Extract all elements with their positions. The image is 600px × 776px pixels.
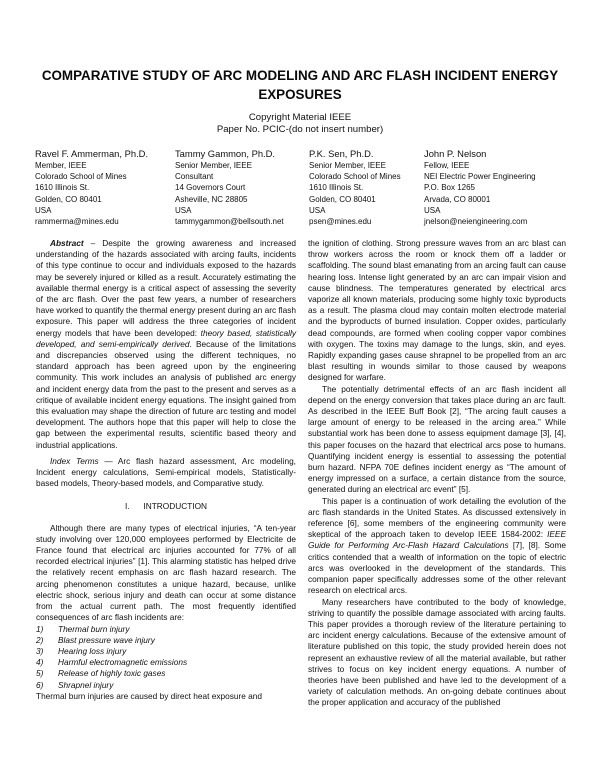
section-heading: I. INTRODUCTION: [124, 501, 208, 512]
intro-paragraph-2: Thermal burn injuries are caused by direct heat exposure and: [36, 690, 262, 701]
body-paragraph-1: the ignition of clothing. Strong pressure waves from an arc blast can throw workers across the room or knock them off a ladder or scaffolding. The sound blast emanating from an arcing fault can cause hearing loss. Intense light generated by an arc can impair vision and cause blindness. The temperatures generated by electrical arcs vaporize all known materials, producing some highly toxic byproducts as a result. The plasma cloud may contain molten electrode material and the byproducts of burned insulation. Copper oxides, particularly dead compounds, are formed when cooling copper vapor combines with oxygen. The toxins may damage to the lungs, skin, and eyes. Rapidly expanding gases cause shrapnel to be propelled from an arc blast resulting in wounds similar to those caused by weapons designed for warfare.: [308, 238, 566, 383]
author-city: Arvada, CO 80001: [424, 194, 491, 204]
list-number: 6): [36, 679, 44, 690]
list-item: [36, 645, 296, 657]
author-org: Consultant: [175, 172, 214, 182]
author-block-3: [309, 148, 401, 227]
abstract-label: Abstract: [50, 238, 84, 248]
standard-title: IEEE Guide for Performing Arc-Flash Hazard Calculations: [308, 529, 566, 551]
author-block-1: [35, 148, 148, 227]
body-paragraph-4: Many researchers have contributed to the body of knowledge, striving to quantify the possible damage associated with arcing faults. This paper provides a thorough review of the literature pertaining to arc incident energy calculations. Because of the extensive amount of literature published on this topic, the study provided herein does not represent an exhaustive review of all the material available, but rather strives to focus on key incident energy equations. A number of theories have been published and have led to the development of a variety of calculation methods. An on-going debate continues about the proper application and accuracy of the published: [308, 596, 566, 708]
author-name: P.K. Sen, Ph.D.: [309, 148, 374, 159]
list-text: Shrapnel injury: [58, 679, 114, 690]
body-text: [7], [8]. Some critics contended that a wealth of information on the topic of electric arcs was overlooked in the development of the standards. This companion paper specifically addresses some of the other relevant research on electrical arcs.: [308, 540, 566, 596]
paper-number: Paper No. PCIC-(do not insert number): [216, 124, 384, 135]
author-name: John P. Nelson: [424, 148, 487, 159]
list-number: 1): [36, 623, 44, 634]
list-text: Hearing loss injury: [58, 645, 127, 656]
author-name: Ravel F. Ammerman, Ph.D.: [35, 148, 149, 159]
author-email: tammygammon@bellsouth.net: [175, 217, 284, 227]
author-country: USA: [309, 205, 326, 215]
right-column: [308, 238, 566, 709]
author-org: Colorado School of Mines: [35, 172, 127, 182]
abstract-text-2: . Because of the limitations and discrepancies observed using the different techniques, no standard approach has been agreed upon by the engineering community. This work includes an analysis of published arc energy and incident energy data from the past to the present and serves as a critique of available incident energy equations. The insight gained from this evaluation may shape the direction of future arc testing and model development. The authors hope that this paper will help to close the gap between the experimental results, scientific based theory and industrial applications.: [36, 338, 296, 450]
list-text: Harmful electromagnetic emissions: [58, 657, 188, 668]
abstract-italic: theory based, statistically developed, and semi-empirically derived: [36, 327, 296, 349]
author-title: Senior Member, IEEE: [175, 161, 252, 170]
list-item: [36, 668, 296, 679]
author-name: Tammy Gammon, Ph.D.: [175, 148, 276, 159]
index-terms-text: — Arc flash hazard assessment, Arc modeling, Incident energy calculations, Semi-empirical models, Statistically-based models, Theory-based models, and Comparative study.: [36, 455, 296, 489]
body-text: This paper is a continuation of work detailing the evolution of the arc flash standards in the United States. As discussed extensively in reference [6], some members of the engineering community were skeptical of the approach taken to develop IEEE 1584-2002:: [308, 495, 566, 540]
author-title: Fellow, IEEE: [424, 161, 470, 170]
body-paragraph-2: The potentially detrimental effects of an arc flash incident all depend on the energy conversion that takes place during an arc fault. As described in the IEEE Buff Book [2], “The arcing fault causes a large amount of energy to be released in the arcing area.” While substantial work has been done to assess equipment damage [3], [4], this paper focuses on the hazard that electrical arcs pose to humans. Quantifying incident energy is essential to assessing the potential burn hazard. NFPA 70E defines incident energy as “The amount of energy impressed on a surface, a certain distance from the source, generated during an electrical arc event” [5].: [308, 383, 566, 495]
author-country: USA: [35, 205, 52, 215]
body-paragraph-3: [308, 496, 566, 597]
author-org: NEI Electric Power Engineering: [424, 172, 536, 182]
author-address: 1610 Illinois St.: [35, 183, 90, 193]
author-address: 1610 Illinois St.: [309, 183, 364, 193]
list-item: [36, 623, 296, 635]
list-item: [36, 679, 296, 691]
abstract: [36, 238, 296, 451]
index-terms: [36, 456, 296, 490]
author-email: psen@mines.edu: [309, 217, 372, 227]
author-city: Golden, CO 80401: [309, 194, 376, 204]
list-item: [36, 657, 296, 668]
index-terms-label: Index Terms: [50, 455, 99, 466]
author-title: Member, IEEE: [35, 161, 87, 170]
author-block-4: [424, 148, 536, 227]
author-title: Senior Member, IEEE: [309, 161, 386, 170]
author-email: rammerma@mines.edu: [35, 217, 119, 227]
injury-list: [36, 624, 296, 691]
author-city: Asheville, NC 28805: [175, 194, 248, 204]
author-city: Golden, CO 80401: [35, 194, 102, 204]
list-text: Release of highly toxic gases: [58, 668, 166, 679]
copyright-block: [100, 112, 500, 136]
author-address: P.O. Box 1265: [424, 183, 475, 193]
list-number: 3): [36, 645, 44, 656]
author-address: 14 Governors Court: [175, 183, 246, 193]
author-country: USA: [175, 205, 192, 215]
list-text: Thermal burn injury: [58, 623, 130, 634]
list-text: Blast pressure wave injury: [58, 634, 155, 645]
copyright-line: Copyright Material IEEE: [248, 112, 352, 123]
abstract-text-1: – Despite the growing awareness and increased understanding of the hazards associated with arcing faults, incidents of this type continue to occur and individuals exposed to the hazards may be severely injured or killed as a result. Accurately estimating the available thermal energy is a critical aspect of assessing the severity of the arc flash. Over the past few years, a number of researchers have worked to quantify the thermal energy present during an arc flash exposure. This paper will address the three categories of incident energy models that have been developed:: [36, 238, 296, 338]
intro-paragraph: Although there are many types of electrical injuries, “A ten-year study involving over 120,000 employees performed by Electricite de France found that electrical arc injuries accounted for 77% of all recorded electrical injuries” [1]. This alarming statistic has helped drive the relatively recent emphasis on arc flash hazard research. The arcing phenomenon constitutes a unique hazard, because, unlike electric shock, serious injury and death can occur at some distance from the actual current path. The most frequently identified consequences of arc flash incidents are:: [36, 522, 296, 623]
author-org: Colorado School of Mines: [309, 172, 401, 182]
paper-title: COMPARATIVE STUDY OF ARC MODELING AND ARC FLASH INCIDENT ENERGY EXPOSURES: [41, 68, 559, 102]
list-number: 2): [36, 634, 44, 645]
left-column: [36, 238, 296, 702]
author-email: jnelson@neiengineering.com: [424, 217, 528, 227]
list-item: [36, 634, 296, 646]
list-number: 5): [36, 668, 44, 679]
list-number: 4): [36, 657, 44, 668]
author-block-2: [175, 148, 284, 227]
author-country: USA: [424, 205, 441, 215]
